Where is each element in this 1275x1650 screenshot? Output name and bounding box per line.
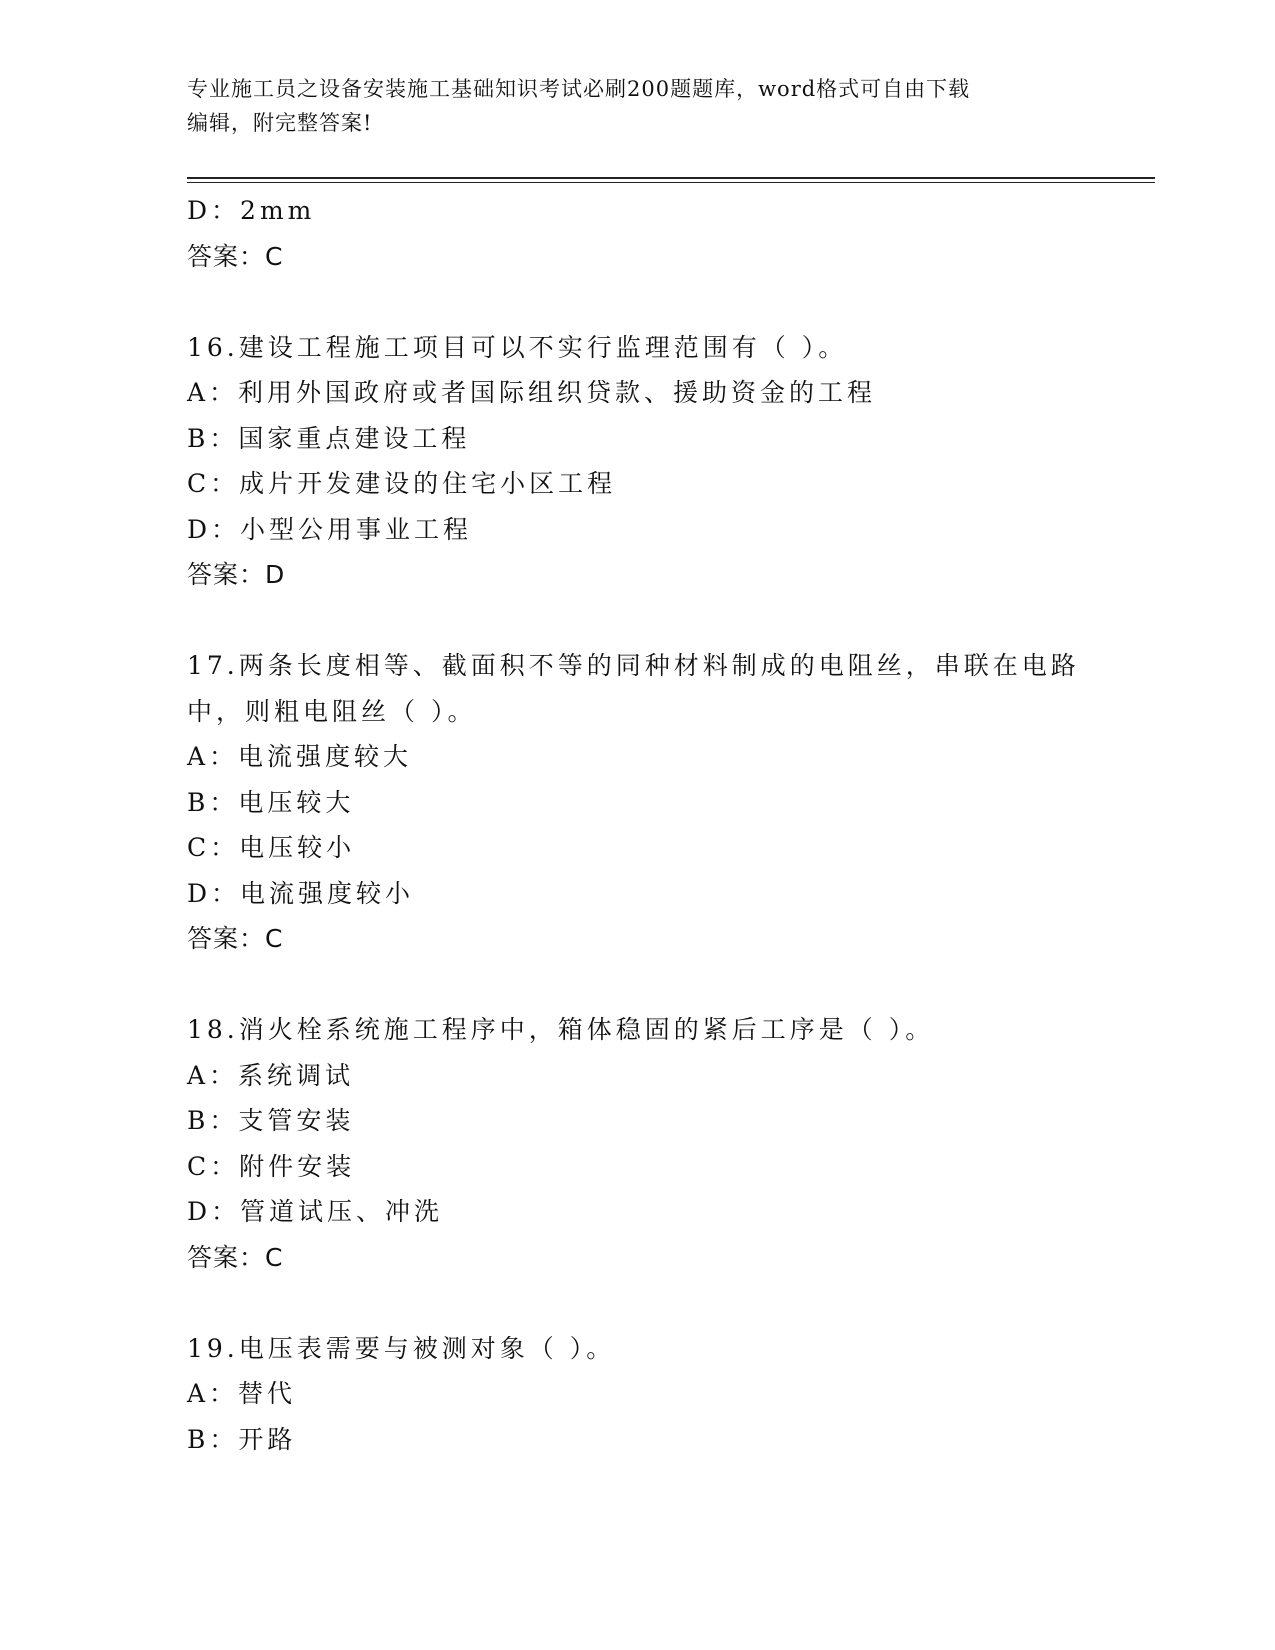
- spacer: [187, 279, 1087, 325]
- option-b: B：国家重点建设工程: [187, 423, 471, 453]
- option-c: C：成片开发建设的住宅小区工程: [187, 469, 617, 498]
- question-17: [187, 643, 1087, 962]
- question-19: [187, 1326, 1087, 1463]
- carryover-option-d: D：2mm: [187, 196, 316, 225]
- option-b: B：电压较大: [187, 787, 355, 817]
- answer: 答案：C: [187, 1242, 284, 1272]
- question-stem: 17.两条长度相等、截面积不等的同种材料制成的电阻丝，串联在电路: [187, 651, 1080, 680]
- spacer: [187, 598, 1087, 644]
- option-c: C：附件安装: [187, 1151, 356, 1181]
- option-b: B：支管安装: [187, 1106, 355, 1135]
- header-line-1: 专业施工员之设备安装施工基础知识考试必刷200题题库，word格式可自由下载: [187, 77, 971, 101]
- carryover-answer: 答案：C: [187, 241, 284, 271]
- answer: 答案：C: [187, 924, 284, 953]
- question-stem-continued: 中，则粗电阻丝（ ）。: [187, 696, 477, 726]
- question-18: [187, 1007, 1087, 1280]
- header-divider-thick: [187, 177, 1155, 179]
- question-list: [187, 188, 1087, 1462]
- question-stem: 16.建设工程施工项目可以不实行监理范围有（ ）。: [187, 332, 848, 362]
- question-stem: 19.电压表需要与被测对象（ ）。: [187, 1333, 616, 1363]
- question-16: [187, 325, 1087, 598]
- option-d: D：小型公用事业工程: [187, 514, 473, 544]
- spacer: [187, 1280, 1087, 1326]
- option-b: B：开路: [187, 1424, 297, 1454]
- option-c: C：电压较小: [187, 833, 356, 862]
- option-d: D：管道试压、冲洗: [187, 1197, 444, 1226]
- header-line-2: 编辑，附完整答案!: [187, 111, 373, 135]
- option-d: D：电流强度较小: [187, 878, 415, 908]
- answer: 答案：D: [187, 560, 286, 589]
- document-header: [187, 72, 1067, 140]
- header-divider-thin: [187, 182, 1155, 183]
- spacer: [187, 962, 1087, 1008]
- option-a: A：利用外国政府或者国际组织贷款、援助资金的工程: [187, 378, 877, 407]
- question-stem: 18.消火栓系统施工程序中，箱体稳固的紧后工序是（ ）。: [187, 1015, 935, 1044]
- option-a: A：替代: [187, 1379, 297, 1408]
- option-a: A：电流强度较大: [187, 742, 413, 771]
- option-a: A：系统调试: [187, 1060, 355, 1090]
